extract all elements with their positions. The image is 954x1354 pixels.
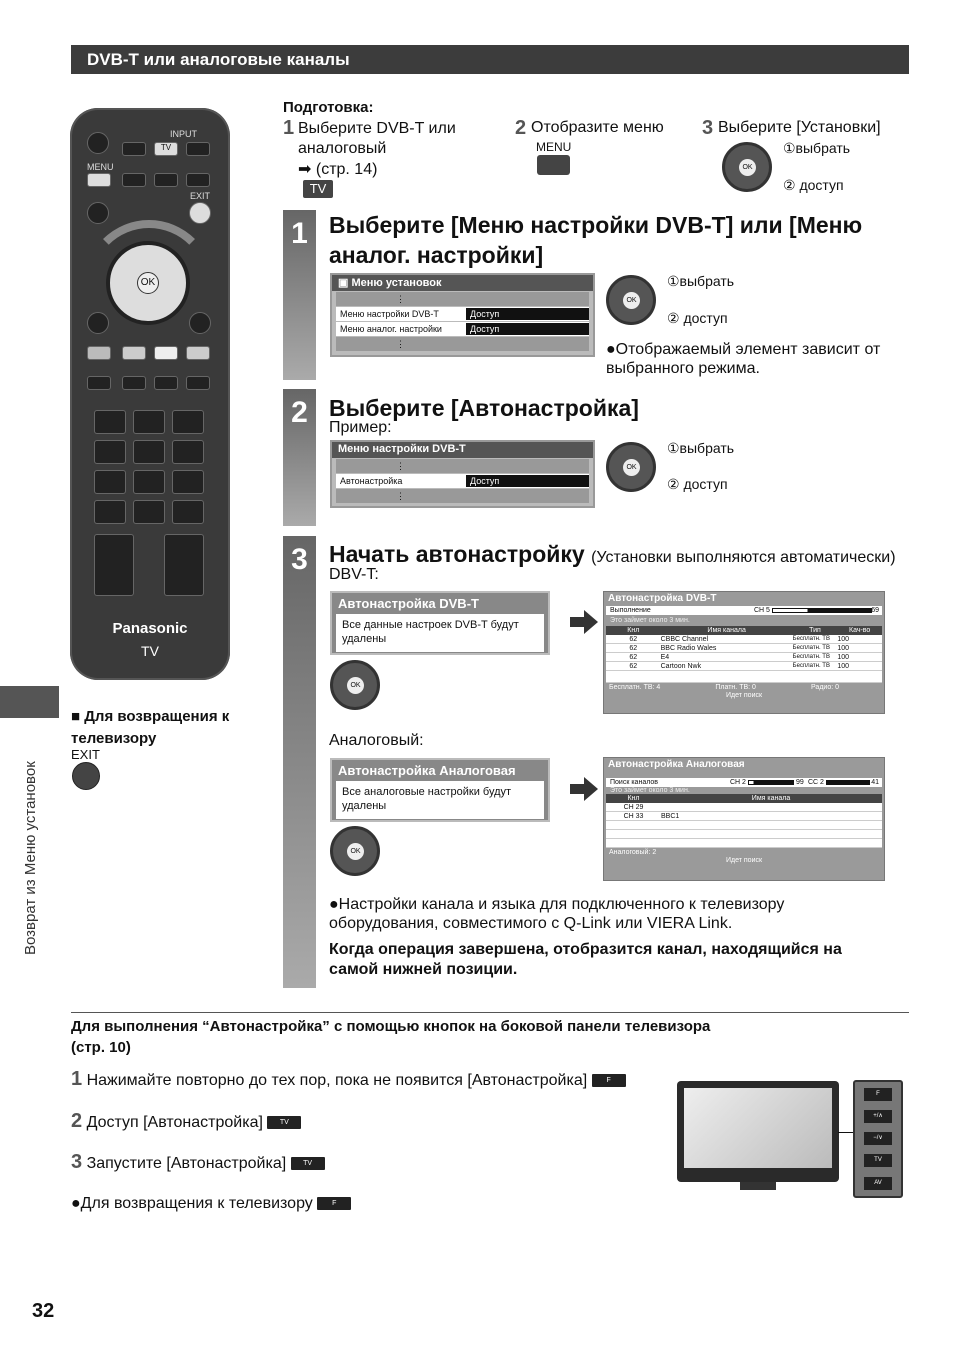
side-vol-up-button[interactable]: +/∧ [864, 1110, 892, 1123]
cell: 100 [837, 654, 850, 661]
option-button[interactable] [87, 202, 109, 224]
select-label: ①выбрать [783, 140, 851, 156]
dpad[interactable] [106, 241, 190, 325]
callout-line [838, 1132, 854, 1133]
analog-confirm-dialog [330, 758, 550, 822]
step-3-subtitle: (Установки выполняются автоматически) [591, 549, 896, 566]
side-vol-down-button[interactable]: −/∨ [864, 1132, 892, 1145]
page-ref: (стр. 14) [315, 161, 378, 178]
remote-button[interactable] [154, 173, 178, 187]
cell: 62 [629, 654, 638, 661]
numeric-button[interactable] [94, 470, 126, 494]
step-2-number: 2 [291, 396, 308, 429]
prep-step-2-text: Отобразите меню [531, 119, 664, 136]
exit-button[interactable] [189, 202, 211, 224]
right-arrow-icon [584, 777, 598, 801]
table-row [606, 812, 882, 821]
step-text: Доступ [Автонастройка] [86, 1114, 263, 1131]
numeric-button[interactable] [172, 470, 204, 494]
prep-step-1-ref [298, 159, 377, 179]
menu-row-analog[interactable] [336, 322, 589, 336]
scan-summary [604, 683, 884, 692]
numeric-button[interactable] [172, 440, 204, 464]
access-label: ② доступ [667, 476, 728, 492]
cell: 100 [837, 645, 850, 652]
step-text: ●Для возвращения к телевизору [71, 1195, 313, 1212]
cell: Бесплатн. ТВ [792, 663, 830, 669]
radio-count: Радио: 0 [811, 684, 839, 691]
prep-step-1-num: 1 [283, 117, 295, 139]
numeric-button[interactable] [133, 470, 165, 494]
menu-row-autotune[interactable] [336, 474, 589, 488]
numeric-button[interactable] [172, 410, 204, 434]
cell [661, 803, 881, 811]
ch-progress-bar [748, 780, 794, 785]
table-row [606, 830, 882, 839]
dialog-title: Автонастройка Аналоговая [338, 763, 516, 778]
numeric-button[interactable] [94, 500, 126, 524]
analog-count: Аналоговый: 2 [609, 849, 657, 856]
cell: CH 33 [623, 813, 644, 820]
cell: 62 [629, 645, 638, 652]
numeric-button[interactable] [172, 500, 204, 524]
menu-label: MENU [87, 162, 114, 172]
step-3-bar [283, 536, 316, 988]
page-number: 32 [32, 1300, 55, 1322]
ok-pad-icon [330, 826, 380, 876]
scan-title: Автонастройка DVB-T [608, 593, 717, 604]
tv-illustration [677, 1081, 839, 1182]
numeric-button[interactable] [94, 440, 126, 464]
ok-pad-icon [606, 442, 656, 492]
side-tv-button[interactable]: TV [864, 1154, 892, 1167]
menu-row-value: Доступ [466, 323, 589, 335]
dvbt-label: DBV-T: [329, 566, 379, 583]
side-panel-step-1 [71, 1068, 626, 1091]
step-2-title: Выберите [Автонастройка] [329, 395, 639, 421]
ok-button[interactable]: OK [137, 272, 159, 294]
ok-pad-icon [330, 660, 380, 710]
progress-row [606, 606, 882, 615]
step-3-note-1: ●Настройки канала и языка для подключенного к телевизору оборудования, совместимого с Q-Link или VIERA Link. [329, 896, 785, 932]
menu-icon: ▣ [338, 277, 349, 289]
numeric-button[interactable] [133, 410, 165, 434]
menu-button[interactable] [87, 173, 111, 187]
remote-button[interactable] [87, 376, 111, 390]
exit-label: EXIT [71, 747, 100, 762]
power-button[interactable] [87, 132, 109, 154]
numeric-button[interactable] [133, 500, 165, 524]
side-av-button[interactable]: AV [864, 1177, 892, 1190]
table-row [606, 653, 882, 662]
scan-title: Автонастройка Аналоговая [608, 759, 745, 770]
volume-rocker[interactable] [94, 534, 134, 596]
return-to-tv-title: ■ Для возвращения к телевизору [71, 708, 230, 747]
search-row [606, 778, 882, 787]
tv-button-icon: TV [291, 1157, 325, 1170]
cell: 100 [837, 663, 850, 670]
exit-button-icon [72, 762, 100, 790]
table-row [606, 644, 882, 653]
cell: Бесплатн. ТВ [792, 654, 830, 660]
prep-step-3-num: 3 [702, 117, 714, 139]
tv-side-panel [853, 1080, 903, 1198]
tv-stand [740, 1182, 776, 1190]
ok-label: OK [347, 843, 364, 860]
menu-dots: ⋮ [396, 461, 405, 471]
step-text: Нажимайте повторно до тех пор, пока не появится [Автонастройка] [86, 1072, 588, 1089]
channel-table [606, 794, 882, 848]
menu-dots: ⋮ [396, 294, 405, 304]
ok-label: OK [739, 159, 756, 176]
remote-button[interactable] [186, 173, 210, 187]
remote-button[interactable] [154, 376, 178, 390]
ok-label: OK [623, 292, 640, 309]
step-3-number: 3 [291, 543, 308, 576]
table-row [606, 821, 882, 830]
searching-status: Идет поиск [725, 692, 763, 699]
table-row [606, 803, 882, 812]
table-row [606, 671, 882, 683]
tv-button[interactable]: TV [154, 142, 178, 156]
free-tv-count: Бесплатн. ТВ: 4 [609, 684, 661, 691]
f-button-icon: F [317, 1197, 351, 1210]
select-label: ①выбрать [667, 440, 735, 456]
table-row [606, 635, 882, 644]
menu-row-label: Меню настройки DVB-T [340, 309, 439, 319]
col-header: Кнл [627, 795, 640, 802]
prep-step-1-text: Выберите DVB-T или аналоговый [298, 120, 456, 157]
cell: Cartoon Nwk [660, 663, 702, 670]
col-header: Имя канала [707, 627, 746, 634]
remote-button[interactable] [122, 142, 146, 156]
model-label: TV [141, 643, 159, 659]
divider [71, 1012, 909, 1013]
numeric-button[interactable] [94, 410, 126, 434]
remote-control [70, 108, 230, 680]
ch-start: CH 2 [730, 779, 746, 786]
green-button[interactable] [122, 346, 146, 360]
ok-label: OK [623, 459, 640, 476]
menu-row-label: Меню аналог. настройки [340, 324, 442, 334]
prep-title: Подготовка: [283, 99, 374, 116]
cell: 62 [629, 663, 638, 670]
ok-pad-icon [606, 275, 656, 325]
dialog-title: Автонастройка DVB-T [338, 596, 479, 611]
blue-button[interactable] [186, 346, 210, 360]
search-label: Поиск каналов [610, 779, 658, 786]
yellow-button[interactable] [154, 346, 178, 360]
channel-table [606, 626, 882, 683]
progress-bar [772, 608, 872, 613]
cell: Бесплатн. ТВ [792, 645, 830, 651]
analog-scan-screen [603, 757, 885, 881]
return-button[interactable] [87, 312, 109, 334]
cell: CH 29 [623, 804, 644, 811]
menu-button-icon [537, 155, 570, 175]
cc-progress-bar [826, 780, 870, 785]
input-button[interactable] [186, 142, 210, 156]
step-num: 2 [71, 1110, 83, 1132]
cell: BBC1 [661, 813, 680, 820]
dialog-body: Все аналоговые настройки будут удалены [336, 781, 544, 819]
access-label: ② доступ [667, 310, 728, 326]
scan-duration: Это займет около 3 мин. [610, 787, 690, 794]
menu-row-label: Автонастройка [340, 476, 403, 486]
ch-end: 99 [796, 779, 804, 786]
step-num: 1 [71, 1068, 83, 1090]
col-header: Тип [809, 627, 821, 634]
menu-dots: ⋮ [396, 491, 405, 501]
prep-step-3-text: Выберите [Установки] [718, 119, 881, 136]
scan-duration: Это займет около 3 мин. [610, 617, 690, 624]
numeric-button[interactable] [133, 440, 165, 464]
remote-button[interactable] [186, 376, 210, 390]
f-button-icon: F [592, 1074, 626, 1087]
ok-pad-icon [722, 142, 772, 192]
select-label: ①выбрать [667, 273, 735, 289]
brand-logo: Panasonic [112, 620, 188, 637]
menu-dots: ⋮ [396, 339, 405, 349]
step-1-number: 1 [291, 217, 308, 250]
example-label: Пример: [329, 419, 392, 436]
input-label: INPUT [170, 129, 197, 139]
setup-menu-title-text: Меню установок [351, 277, 442, 289]
side-caption: Возврат из Меню установок [22, 761, 39, 955]
dvbt-scan-screen [603, 591, 885, 714]
step-text: Запустите [Автонастройка] [86, 1155, 287, 1172]
step-3-title [329, 539, 896, 573]
step-num: 3 [71, 1151, 83, 1173]
table-row [606, 839, 882, 848]
col-header: Имя канала [751, 795, 791, 802]
dvbt-menu-title: Меню настройки DVB-T [332, 442, 593, 458]
arrow-stem [570, 784, 584, 794]
menu-label: MENU [536, 140, 572, 154]
channel-rocker[interactable] [164, 534, 204, 596]
pay-tv-count: Платн. ТВ: 0 [715, 684, 756, 691]
col-header: Кач-во [849, 627, 871, 634]
section-title-bar: DVB-T или аналоговые каналы [71, 45, 909, 74]
dvbt-menu-screen [330, 440, 595, 508]
setup-menu-screen [330, 273, 595, 357]
step-3-title-text: Начать автонастройку [329, 541, 585, 567]
step-1-note: ●Отображаемый элемент зависит от выбранного режима. [606, 341, 881, 377]
menu-row-dvbt[interactable] [336, 307, 589, 321]
remote-button[interactable] [122, 173, 146, 187]
side-panel-title: Для выполнения “Автонастройка” с помощью кнопок на боковой панели телевизора (стр. 10) [71, 1018, 711, 1056]
access-label: ② доступ [783, 177, 844, 193]
progress-end: 69 [871, 607, 879, 614]
menu-row-value: Доступ [466, 475, 589, 487]
cell: CBBC Channel [660, 636, 709, 643]
arrow-icon: ➡ [298, 161, 312, 178]
analog-label: Аналоговый: [329, 732, 424, 749]
remote-button[interactable] [122, 376, 146, 390]
side-panel-step-3 [71, 1151, 325, 1174]
cell: 100 [837, 636, 850, 643]
side-panel-step-2 [71, 1110, 301, 1133]
cc-start: CC 2 [808, 779, 824, 786]
ok-label: OK [347, 677, 364, 694]
menu-row-value: Доступ [466, 308, 589, 320]
step-1-title: Выберите [Меню настройки DVB-T] или [Меню аналог. настройки] [329, 212, 863, 268]
prep-step-2-num: 2 [515, 117, 527, 139]
exit-label: EXIT [190, 191, 211, 201]
cc-end: 41 [871, 779, 879, 786]
side-f-button[interactable]: F [864, 1088, 892, 1101]
table-header [606, 626, 882, 635]
cell: E4 [660, 654, 670, 661]
tv-button-icon: TV [267, 1116, 301, 1129]
tv-button-icon: TV [303, 180, 333, 198]
tv-screen [684, 1088, 832, 1168]
dialog-body: Все данные настроек DVB-T будут удалены [336, 614, 544, 652]
arrow-stem [570, 617, 584, 627]
right-arrow-icon [584, 610, 598, 634]
progress-label: Выполнение [610, 607, 651, 614]
red-button[interactable] [87, 346, 111, 360]
searching-status: Идет поиск [725, 857, 763, 864]
table-row [606, 662, 882, 671]
table-header [606, 794, 882, 803]
text-button[interactable] [189, 312, 211, 334]
progress-channel: CH 5 [754, 607, 770, 614]
side-tab [0, 686, 59, 718]
col-header: Кнл [627, 627, 640, 634]
cell: BBC Radio Wales [660, 645, 717, 652]
setup-menu-title [332, 275, 593, 291]
step-3-note-2: Когда операция завершена, отобразится канал, находящийся на самой нижней позиции. [329, 941, 842, 978]
side-panel-return [71, 1195, 351, 1213]
cell: 62 [629, 636, 638, 643]
cell: Бесплатн. ТВ [792, 636, 830, 642]
dvbt-confirm-dialog [330, 591, 550, 655]
